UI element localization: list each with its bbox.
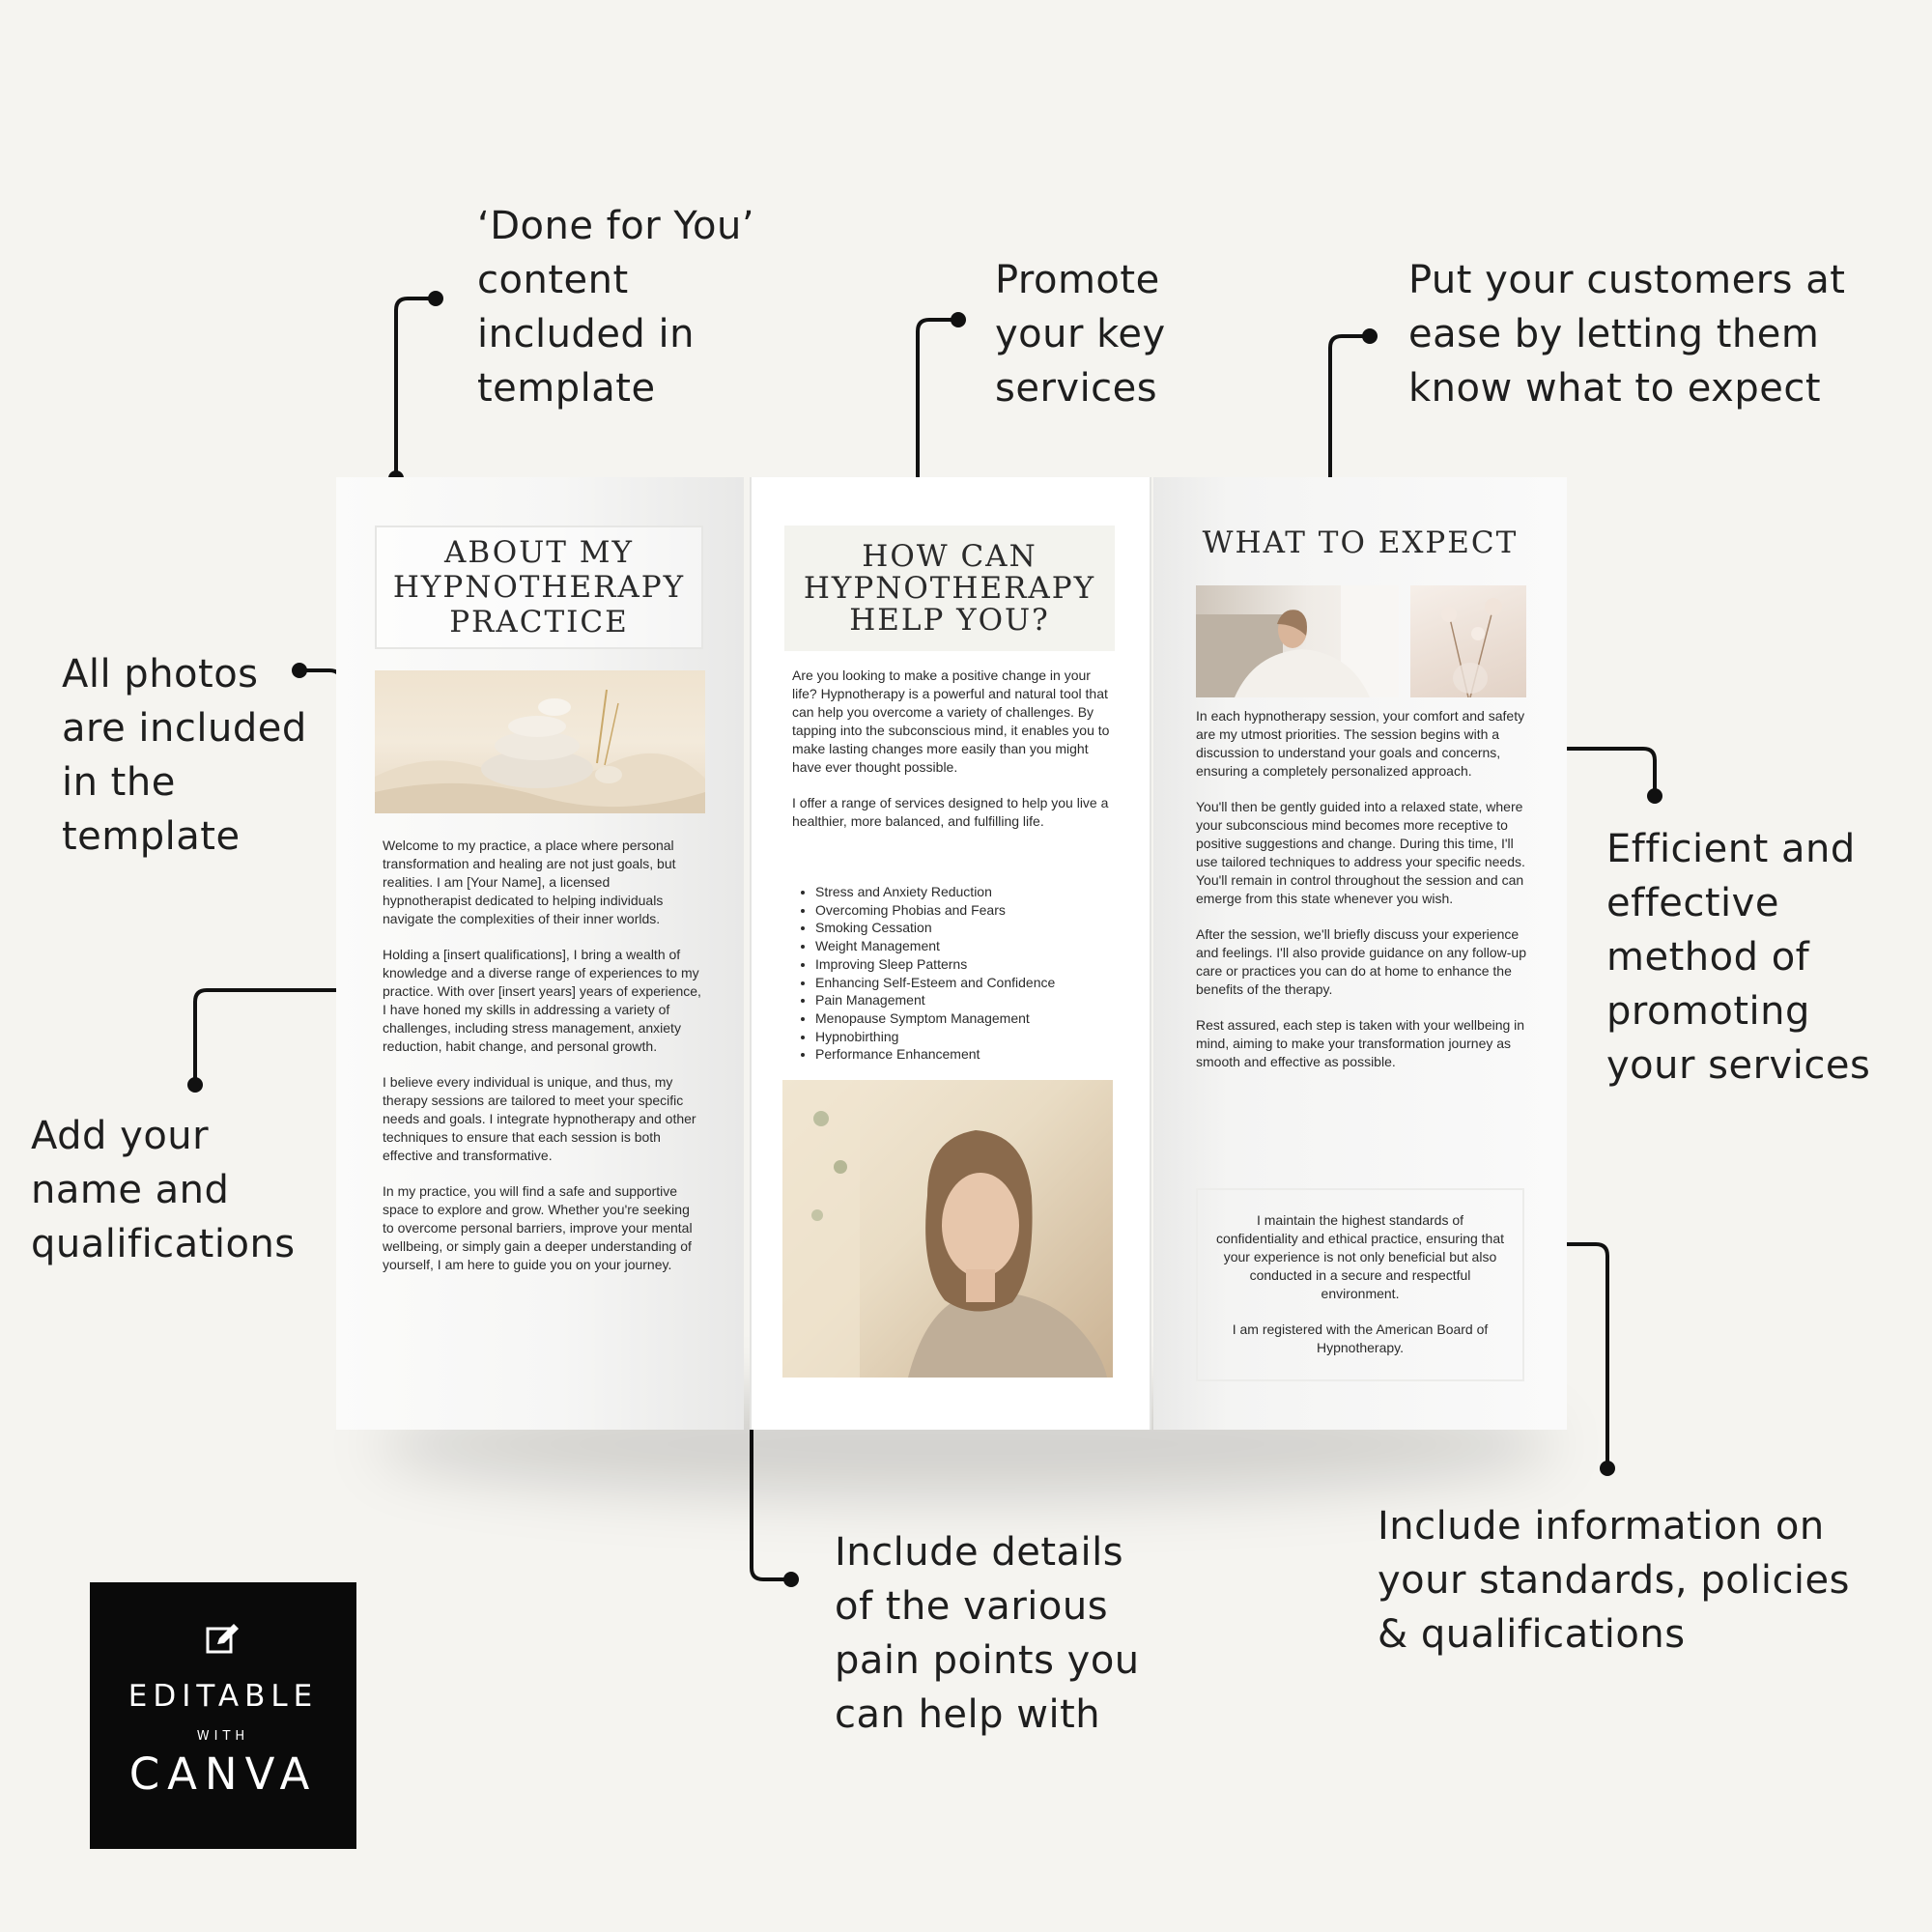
about-paragraph: Holding a [insert qualifications], I bring a wealth of knowledge and a diverse range of experiences to my practice. With over [insert years] years of experience, I have honed my skills in addressing a variety of challenges, including stress management, anxiety reduction, habit change, and personal growth.: [383, 947, 701, 1054]
expect-paragraph: After the session, we'll briefly discuss your experience and feelings. I'll also provide guidance on any follow-up care or practices you can do at home to enhance the benefits of the therapy.: [1196, 926, 1527, 997]
list-item: • Weight Management: [815, 937, 1055, 955]
brochure-panel-expect: [1153, 477, 1567, 1430]
list-item: • Performance Enhancement: [815, 1045, 1055, 1064]
list-item: • Improving Sleep Patterns: [815, 955, 1055, 974]
callout-pain-points: Include details of the various pain points you can help with: [835, 1530, 1140, 1737]
flowers-photo: [1410, 585, 1526, 697]
callout-name-qualifications: Add your name and qualifications: [31, 1114, 296, 1266]
brochure-panel-services: [750, 477, 1151, 1430]
brochure-panel-about: [336, 477, 744, 1430]
expect-body: [1196, 707, 1530, 1089]
callout-standards-policies: Include information on your standards, policies & qualifications: [1378, 1504, 1850, 1657]
zen-stones-photo: [375, 670, 705, 813]
list-item: • Smoking Cessation: [815, 919, 1055, 937]
list-item: • Overcoming Phobias and Fears: [815, 901, 1055, 920]
services-paragraph: Are you looking to make a positive change in your life? Hypnotherapy is a powerful and natural tool that can help you overcome a variety of challenges. By tapping into the subconscious mind, it enables you to make lasting changes more easily than you might have ever thought possible.: [792, 668, 1110, 775]
about-paragraph: Welcome to my practice, a place where personal transformation and healing are not just goals, but realities. I am [Your Name], a licensed hypnotherapist dedicated to helping individuals navigate the complexities of their inner worlds.: [383, 838, 676, 926]
callout-efficient-method: Efficient and effective method of promoting your services: [1606, 827, 1871, 1088]
list-item: • Menopause Symptom Management: [815, 1009, 1055, 1028]
relaxed-woman-photo: [782, 1080, 1113, 1378]
edit-pen-icon: [204, 1619, 242, 1658]
services-intro: [792, 667, 1111, 848]
about-paragraph: In my practice, you will find a safe and supportive space to explore and grow. Whether you're seeking to overcome personal barriers, improve your mental wellbeing, or simply gain a deeper understanding of yourself, I am here to guide you on your journey.: [383, 1183, 693, 1272]
services-paragraph: I offer a range of services designed to help you live a healthier, more balanced, and fulfilling life.: [792, 795, 1109, 829]
callout-photos-included: All photos are included in the template: [62, 652, 307, 859]
expect-paragraph: You'll then be gently guided into a relaxed state, where your subconscious mind becomes more receptive to positive suggestions and change. During this time, I'll use tailored techniques to address your specific needs. You'll remain in control throughout the session and can emerge from this state whenever you wish.: [1196, 799, 1525, 906]
about-body: [383, 837, 701, 1292]
expect-paragraph: In each hypnotherapy session, your comfort and safety are my utmost priorities. The session begins with a discussion to understand your goals and concerns, ensuring a completely personalized approach.: [1196, 708, 1525, 779]
badge-editable-text: EDITABLE: [128, 1679, 319, 1714]
badge-with-text: WITH: [196, 1729, 250, 1744]
list-item: • Enhancing Self-Esteem and Confidence: [815, 974, 1055, 992]
services-heading: HOW CAN HYPNOTHERAPY HELP YOU?: [784, 526, 1115, 651]
reclining-woman-photo: [1196, 585, 1399, 697]
expect-heading: WHAT TO EXPECT: [1202, 526, 1519, 560]
list-item: • Pain Management: [815, 991, 1055, 1009]
services-list: [796, 883, 1055, 1064]
callout-done-for-you: ‘Done for You’ content included in template: [477, 204, 755, 411]
expect-paragraph: Rest assured, each step is taken with your wellbeing in mind, aiming to make your transformation journey as smooth and effective as possible.: [1196, 1017, 1525, 1069]
standards-note-box: [1196, 1188, 1524, 1381]
about-paragraph: I believe every individual is unique, and thus, my therapy sessions are tailored to meet your specific needs and goals. I integrate hypnotherapy and other techniques to ensure that each session is both effective and transformative.: [383, 1074, 696, 1163]
list-item: • Stress and Anxiety Reduction: [815, 883, 1055, 901]
list-item: • Hypnobirthing: [815, 1028, 1055, 1046]
about-heading: ABOUT MY HYPNOTHERAPY PRACTICE: [375, 526, 703, 649]
editable-with-canva-badge: [90, 1582, 356, 1849]
badge-canva-text: CANVA: [128, 1748, 318, 1800]
standards-note: I maintain the highest standards of confidentiality and ethical practice, ensuring that your experience is not only beneficial but also conducted in a secure and respectful environment.: [1215, 1212, 1505, 1301]
registration-note: I am registered with the American Board of Hypnotherapy.: [1232, 1321, 1489, 1355]
callout-what-to-expect: Put your customers at ease by letting them know what to expect: [1408, 258, 1846, 411]
callout-promote-services: Promote your key services: [995, 258, 1166, 411]
